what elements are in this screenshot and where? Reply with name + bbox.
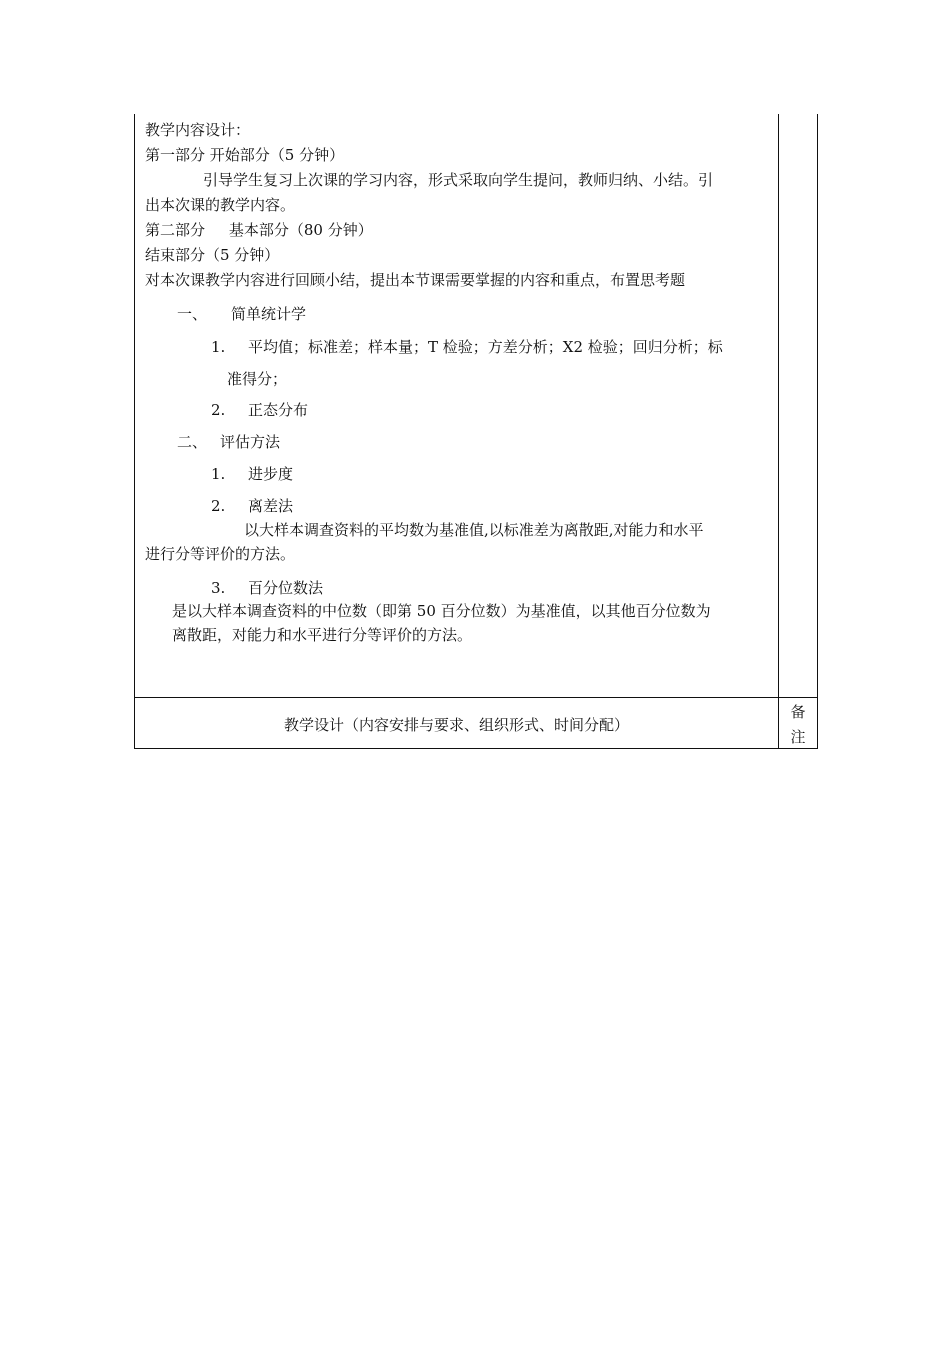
section2-title: 评估方法 xyxy=(220,433,281,451)
remark-label-line1: 备 xyxy=(790,703,806,721)
remark-label-line2: 注 xyxy=(790,728,806,746)
item2-2-number: 2. xyxy=(211,497,226,515)
item1-1-text-line1: 平均值；标准差；样本量；T 检验；方差分析；X2 检验；回归分析；标 xyxy=(248,338,723,356)
table-right-border xyxy=(817,114,818,749)
table-left-border xyxy=(134,114,135,749)
part2-title: 第二部分 基本部分（80 分钟） xyxy=(145,221,373,239)
end-part-title: 结束部分（5 分钟） xyxy=(145,246,280,264)
item1-2-text: 正态分布 xyxy=(248,401,309,419)
item2-1-text: 进步度 xyxy=(248,465,294,483)
content-heading: 教学内容设计： xyxy=(145,121,251,139)
item2-3-text: 百分位数法 xyxy=(248,579,324,597)
part1-title: 第一部分 开始部分（5 分钟） xyxy=(145,146,345,164)
section1-number: 一、 xyxy=(177,305,208,323)
part1-text-line2: 出本次课的教学内容。 xyxy=(145,196,296,214)
part1-text-line1: 引导学生复习上次课的学习内容，形式采取向学生提问，教师归纳、小结。引 xyxy=(203,171,714,189)
item2-3-number: 3. xyxy=(211,579,226,597)
item2-3-desc-line1: 是以大样本调查资料的中位数（即第 50 百分位数）为基准值，以其他百分位数为 xyxy=(172,602,711,620)
item1-1-number: 1. xyxy=(211,338,226,356)
table-row-divider xyxy=(134,697,818,698)
end-part-description: 对本次课教学内容进行回顾小结，提出本节课需要掌握的内容和重点，布置思考题 xyxy=(145,271,686,289)
table-bottom-border xyxy=(134,748,818,749)
item2-3-desc-line2: 离散距，对能力和水平进行分等评价的方法。 xyxy=(172,626,473,644)
item1-1-text-line2: 准得分； xyxy=(227,370,288,388)
item2-2-text: 离差法 xyxy=(248,497,294,515)
item2-1-number: 1. xyxy=(211,465,226,483)
teaching-design-label: 教学设计（内容安排与要求、组织形式、时间分配） xyxy=(283,716,629,734)
section1-title: 简单统计学 xyxy=(231,305,307,323)
table-middle-border xyxy=(778,114,779,749)
item1-2-number: 2. xyxy=(211,401,226,419)
item2-2-desc-line1: 以大样本调查资料的平均数为基准值,以标准差为离散距,对能力和水平 xyxy=(244,521,704,539)
section2-number: 二、 xyxy=(177,433,208,451)
item2-2-desc-line2: 进行分等评价的方法。 xyxy=(145,545,296,563)
